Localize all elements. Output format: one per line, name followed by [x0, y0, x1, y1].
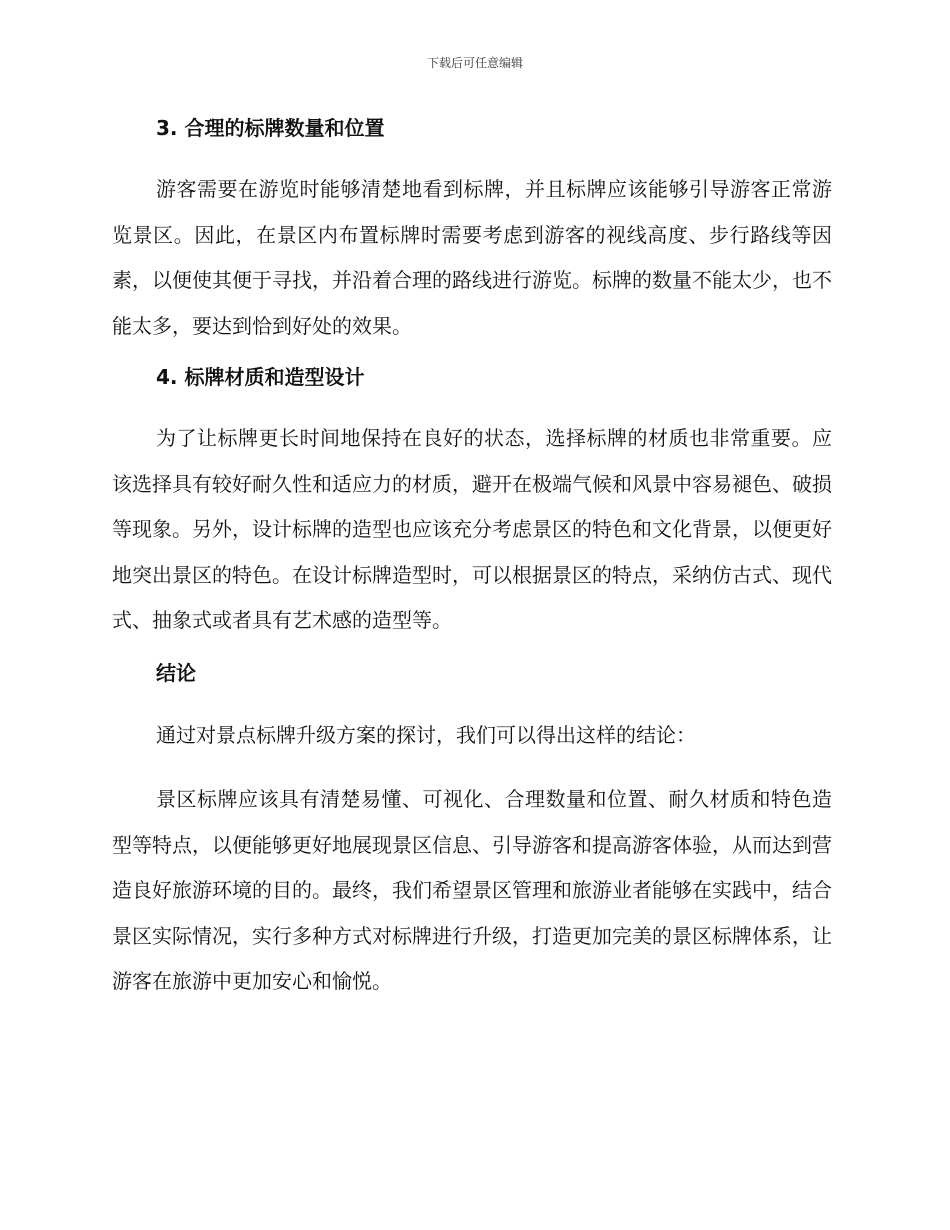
section-heading-4: 4. 标牌材质和造型设计 [156, 365, 365, 389]
section-paragraph-4: 为了让标牌更长时间地保持在良好的状态，选择标牌的材质也非常重要。应该选择具有较好耐久性和适应力的材质，避开在极端气候和风景中容易褪色、破损等现象。另外，设计标牌的造型也应该充分考虑景区的特色和文化背景，以便更好地突出景区的特色。在设计标牌造型时，可以根据景区的特点，采纳仿古式、现代式、抽象式或者具有艺术感的造型等。 [112, 426, 832, 632]
conclusion-heading: 结论 [156, 660, 196, 685]
conclusion-intro: 通过对景点标牌升级方案的探讨，我们可以得出这样的结论： [156, 722, 696, 747]
section-paragraph-3: 游客需要在游览时能够清楚地看到标牌，并且标牌应该能够引导游客正常游览景区。因此，在景区内布置标牌时需要考虑到游客的视线高度、步行路线等因素，以便使其便于寻找，并沿着合理的路线进行游览。标牌的数量不能太少，也不能太多，要达到恰到好处的效果。 [112, 177, 832, 338]
section-heading-3: 3. 合理的标牌数量和位置 [156, 116, 385, 140]
document-body [112, 112, 832, 1005]
header-note: 下载后可任意编辑 [426, 56, 523, 70]
conclusion-paragraph: 景区标牌应该具有清楚易懂、可视化、合理数量和位置、耐久材质和特色造型等特点，以便能够更好地展现景区信息、引导游客和提高游客体验，从而达到营造良好旅游环境的目的。最终，我们希望景区管理和旅游业者能够在实践中，结合景区实际情况，实行多种方式对标牌进行升级，打造更加完美的景区标牌体系，让游客在旅游中更加安心和愉悦。 [112, 787, 832, 993]
